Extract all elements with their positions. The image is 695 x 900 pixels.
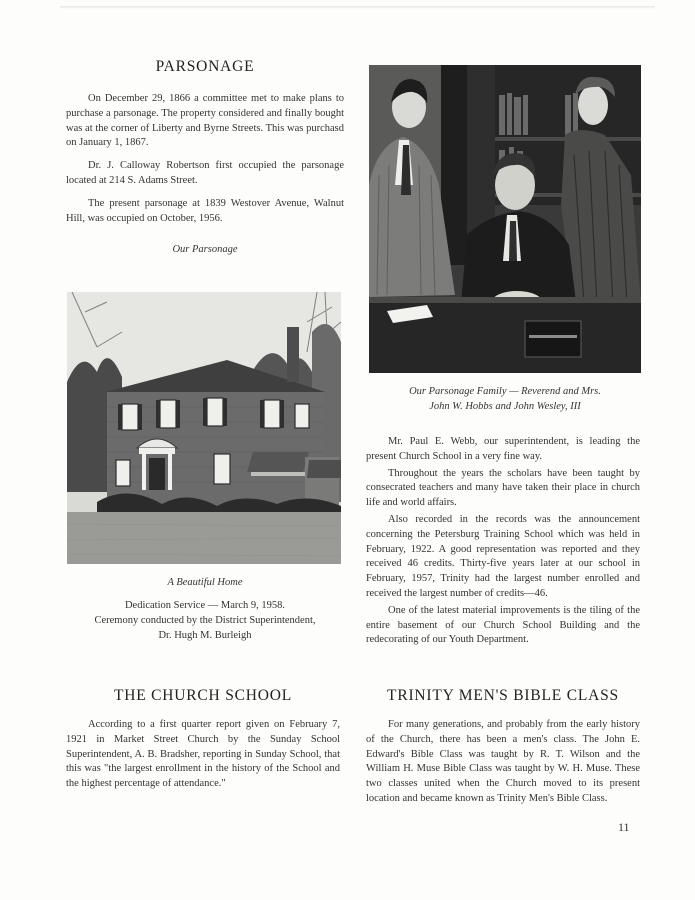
house-photo [67,292,341,564]
parsonage-paragraph: Dr. J. Calloway Robertson first occupied the parsonage located at 214 S. Adams Street. [66,160,344,186]
page-number: 11 [618,820,630,834]
church-school-section [66,687,340,792]
superintendent-paragraph: Also recorded in the records was the announcement concerning the Petersburg Training School which was held in February, 1922. A good representation was reported and they received 46 credits. Thirty-five years later at our school in February, 1957, Trinity had the largest number enrolled and received the largest number of credits—46. [366,513,640,599]
mens-bible-class-section [366,687,640,807]
family-caption-line: John W. Hobbs and John Wesley, III [429,401,581,412]
superintendent-paragraph: Throughout the years the scholars have been taught by consecrated teachers and many have taken their place in church life and world affairs. [366,467,640,509]
page-top-edge [60,6,655,9]
church-school-paragraph: According to a first quarter report given on February 7, 1921 in Market Street Church by the Sunday School Superintendent, A. B. Bradsher, reporting in Sunday School, that this was "the largest enrollment in the history of the School and the highest percentage of attendance." [66,719,340,790]
house-caption-block [66,575,344,643]
parsonage-heading: PARSONAGE [155,58,255,75]
dedication-line: Dedication Service — March 9, 1958. [124,600,286,611]
parsonage-photo-title: Our Parsonage [172,244,238,256]
church-school-heading: THE CHURCH SCHOOL [113,687,293,704]
house-image [67,292,341,564]
dedication-line: Dr. Hugh M. Burleigh [158,630,252,641]
superintendent-section [366,435,640,648]
parsonage-paragraph: The present parsonage at 1839 Westover Avenue, Walnut Hill, was occupied on October, 1956. [66,197,344,224]
family-image [369,65,641,373]
mens-bible-class-heading: TRINITY MEN'S BIBLE CLASS [387,687,619,704]
family-photo [369,65,641,373]
dedication-line: Ceremony conducted by the District Superintendent, [94,615,316,626]
left-column [66,58,344,257]
parsonage-paragraph: On December 29, 1866 a committee met to make plans to purchase a parsonage. The property considered and finally bought was at the corner of Liberty and Byrne Streets. This was purchasd on January 1, 1867. [66,93,344,149]
house-photo-caption: A Beautiful Home [167,577,243,588]
family-caption-line: Our Parsonage Family — Reverend and Mrs. [409,386,601,397]
family-photo-caption [365,384,645,414]
superintendent-paragraph: One of the latest material improvements is the tiling of the entire basement of our Church School Building and the redecorating of our Youth Department. [366,604,640,646]
superintendent-paragraph: Mr. Paul E. Webb, our superintendent, is leading the present Church School in a very fine way. [366,436,640,462]
mens-bible-class-paragraph: For many generations, and probably from the early history of the Church, there has been a men's class. The John E. Edward's Bible Class was taught by R. T. Wilson and the William H. Muse Bible Class was taught by W. H. Muse. These two classes united when the Church moved to its present location and became known as Trinity Men's Bible Class. [366,719,640,804]
